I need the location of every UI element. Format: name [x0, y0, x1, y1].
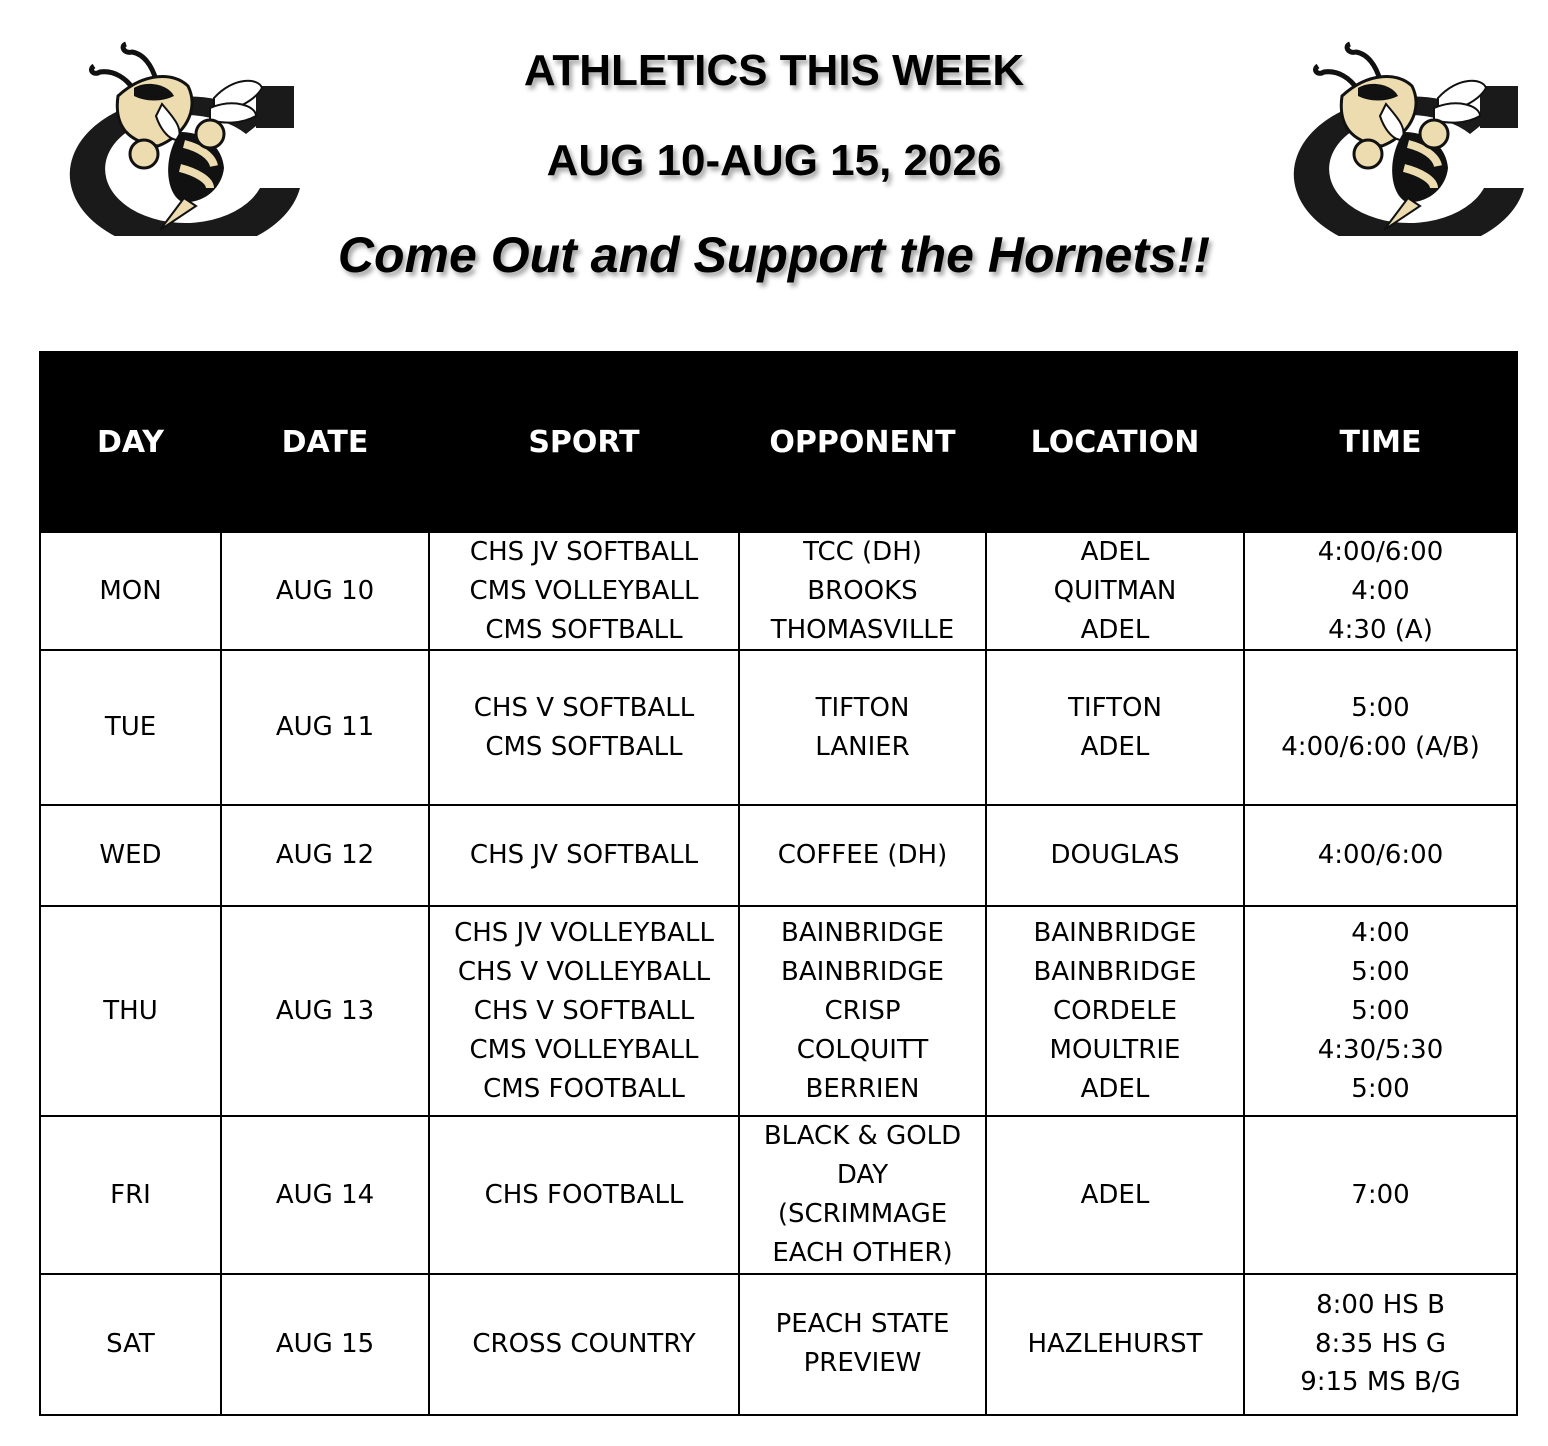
time-cell — [1244, 650, 1517, 805]
sport-cell — [429, 532, 739, 650]
time-entry: 8:00 HS B — [1316, 1289, 1445, 1320]
opponent-entry: LANIER — [815, 731, 910, 762]
location-entry: DOUGLAS — [1050, 840, 1180, 871]
time-entry: 5:00 — [1351, 693, 1410, 724]
opponent-entry: COLQUITT — [796, 1034, 929, 1065]
location-cell — [986, 650, 1244, 805]
slogan: Come Out and Support the Hornets!! — [337, 227, 1211, 283]
location-entry: BAINBRIDGE — [1033, 957, 1197, 988]
time-cell — [1244, 532, 1517, 650]
sport-entry: CHS FOOTBALL — [484, 1179, 684, 1210]
sport-cell — [429, 1116, 739, 1273]
sport-entry: CMS SOFTBALL — [485, 731, 683, 762]
location-entry: BAINBRIDGE — [1033, 918, 1197, 949]
day-cell: TUE — [40, 650, 221, 805]
date-cell: AUG 11 — [221, 650, 429, 805]
time-entry: 4:30 (A) — [1328, 614, 1433, 645]
day-cell: WED — [40, 805, 221, 906]
column-header-day: DAY — [40, 352, 221, 532]
sport-entry: CMS VOLLEYBALL — [469, 1034, 699, 1065]
sport-entry: CHS V VOLLEYBALL — [457, 957, 711, 988]
hornet-logo-icon — [34, 36, 304, 236]
date-cell: AUG 15 — [221, 1274, 429, 1415]
opponent-entry: BAINBRIDGE — [781, 957, 944, 988]
location-cell — [986, 805, 1244, 906]
hornet-logo-icon — [1258, 36, 1528, 236]
sport-entry: CHS V SOFTBALL — [473, 693, 695, 724]
location-entry: ADEL — [1080, 1179, 1150, 1210]
table-header-row — [40, 352, 1517, 532]
time-entry: 5:00 — [1351, 1073, 1410, 1104]
opponent-entry: (SCRIMMAGE — [777, 1198, 948, 1229]
location-entry: MOULTRIE — [1049, 1034, 1181, 1065]
table-row — [40, 650, 1517, 805]
opponent-cell — [739, 1116, 986, 1273]
sport-cell — [429, 906, 739, 1116]
schedule-table — [39, 351, 1518, 1416]
time-entry: 4:00 — [1351, 918, 1410, 949]
time-cell — [1244, 805, 1517, 906]
opponent-entry: BERRIEN — [805, 1073, 920, 1104]
sport-entry: CMS VOLLEYBALL — [469, 575, 699, 606]
table-row — [40, 805, 1517, 906]
sport-entry: CMS SOFTBALL — [485, 614, 683, 645]
date-cell: AUG 14 — [221, 1116, 429, 1273]
sport-cell — [429, 650, 739, 805]
opponent-cell — [739, 1274, 986, 1415]
opponent-cell — [739, 650, 986, 805]
opponent-entry: DAY — [836, 1160, 889, 1191]
opponent-cell — [739, 906, 986, 1116]
time-entry: 8:35 HS G — [1314, 1328, 1447, 1359]
date-cell: AUG 10 — [221, 532, 429, 650]
time-entry: 9:15 MS B/G — [1300, 1367, 1461, 1398]
opponent-entry: TIFTON — [815, 693, 910, 724]
time-entry: 4:30/5:30 — [1317, 1034, 1444, 1065]
location-cell — [986, 532, 1244, 650]
column-header-sport: SPORT — [429, 352, 739, 532]
column-header-opponent: OPPONENT — [739, 352, 986, 532]
location-entry: CORDELE — [1052, 995, 1178, 1026]
opponent-entry: PEACH STATE — [775, 1309, 950, 1340]
opponent-entry: CRISP — [824, 995, 901, 1026]
location-entry: ADEL — [1080, 1073, 1150, 1104]
sport-entry: CHS JV SOFTBALL — [469, 840, 699, 871]
sport-entry: CHS V SOFTBALL — [473, 995, 695, 1026]
sport-entry: CHS JV SOFTBALL — [469, 537, 699, 567]
time-entry: 4:00/6:00 (A/B) — [1281, 731, 1480, 762]
opponent-entry: BAINBRIDGE — [781, 918, 944, 949]
time-entry: 7:00 — [1351, 1179, 1410, 1210]
location-cell — [986, 906, 1244, 1116]
table-row — [40, 532, 1517, 650]
table-row — [40, 1274, 1517, 1415]
location-entry: ADEL — [1080, 731, 1150, 762]
opponent-entry: BLACK & GOLD — [763, 1121, 962, 1152]
location-cell — [986, 1116, 1244, 1273]
sport-cell — [429, 1274, 739, 1415]
time-cell — [1244, 1274, 1517, 1415]
day-cell: THU — [40, 906, 221, 1116]
time-entry: 4:00/6:00 — [1317, 537, 1444, 567]
page-title: ATHLETICS THIS WEEK — [523, 46, 1025, 95]
sport-entry: CROSS COUNTRY — [472, 1328, 696, 1359]
location-entry: ADEL — [1080, 614, 1150, 645]
location-entry: QUITMAN — [1053, 575, 1177, 606]
opponent-entry: BROOKS — [807, 575, 918, 606]
location-entry: HAZLEHURST — [1027, 1328, 1203, 1359]
location-cell — [986, 1274, 1244, 1415]
column-header-date: DATE — [221, 352, 429, 532]
opponent-cell — [739, 532, 986, 650]
opponent-entry: PREVIEW — [803, 1348, 922, 1379]
column-header-location: LOCATION — [986, 352, 1244, 532]
time-cell — [1244, 906, 1517, 1116]
table-row — [40, 906, 1517, 1116]
sport-cell — [429, 805, 739, 906]
opponent-entry: THOMASVILLE — [770, 614, 955, 645]
time-entry: 5:00 — [1351, 995, 1410, 1026]
time-entry: 4:00 — [1351, 575, 1410, 606]
opponent-entry: COFFEE (DH) — [777, 840, 948, 871]
opponent-entry: EACH OTHER) — [772, 1237, 953, 1268]
date-cell: AUG 13 — [221, 906, 429, 1116]
column-header-time: TIME — [1244, 352, 1517, 532]
sport-entry: CHS JV VOLLEYBALL — [454, 918, 714, 949]
day-cell: FRI — [40, 1116, 221, 1273]
opponent-cell — [739, 805, 986, 906]
date-range: AUG 10-AUG 15, 2026 — [546, 136, 1002, 185]
day-cell: SAT — [40, 1274, 221, 1415]
sport-entry: CMS FOOTBALL — [483, 1073, 685, 1104]
opponent-entry: TCC (DH) — [803, 537, 922, 567]
location-entry: TIFTON — [1068, 693, 1162, 724]
location-entry: ADEL — [1080, 537, 1150, 567]
date-cell: AUG 12 — [221, 805, 429, 906]
day-cell: MON — [40, 532, 221, 650]
table-row — [40, 1116, 1517, 1273]
time-entry: 4:00/6:00 — [1317, 840, 1444, 871]
time-entry: 5:00 — [1351, 957, 1410, 988]
time-cell — [1244, 1116, 1517, 1273]
